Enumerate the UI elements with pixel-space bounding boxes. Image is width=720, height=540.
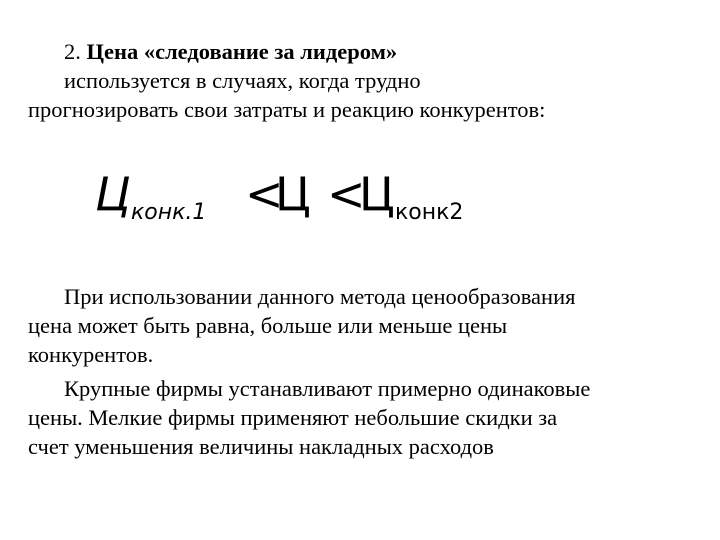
paragraph-method-line-3: конкурентов. [28,342,154,367]
formula-right-subscript: конк2 [395,200,464,225]
paragraph-firms-line-3: счет уменьшения величины накладных расходов [28,434,494,459]
section-number: 2. [64,39,81,64]
section-intro [28,37,698,124]
paragraph-firms-line-2: цены. Мелкие фирмы применяют небольшие скидки за [28,405,558,430]
formula-left-subscript: конк.1 [131,200,207,225]
formula-op-less-1: < [245,167,284,221]
intro-line-2: прогнозировать свои затраты и реакцию конкурентов: [28,97,546,122]
formula-left-symbol: Ц [95,167,131,221]
price-formula [95,164,515,234]
paragraph-method [28,282,698,369]
price-formula-svg [95,164,515,234]
paragraph-firms [28,374,698,461]
paragraph-method-line-1: При использовании данного метода ценообразования [64,284,576,309]
paragraph-method-line-2: цена может быть равна, больше или меньше цены [28,313,508,338]
section-heading-line [28,37,698,66]
section-heading: Цена «следование за лидером» [86,39,398,64]
intro-line-1: используется в случаях, когда трудно [64,68,421,93]
formula-right-symbol: Ц [359,167,395,221]
formula-op-less-2: < [327,167,366,221]
formula-middle-symbol: Ц [275,167,311,221]
paragraph-firms-line-1: Крупные фирмы устанавливают примерно одинаковые [64,376,591,401]
